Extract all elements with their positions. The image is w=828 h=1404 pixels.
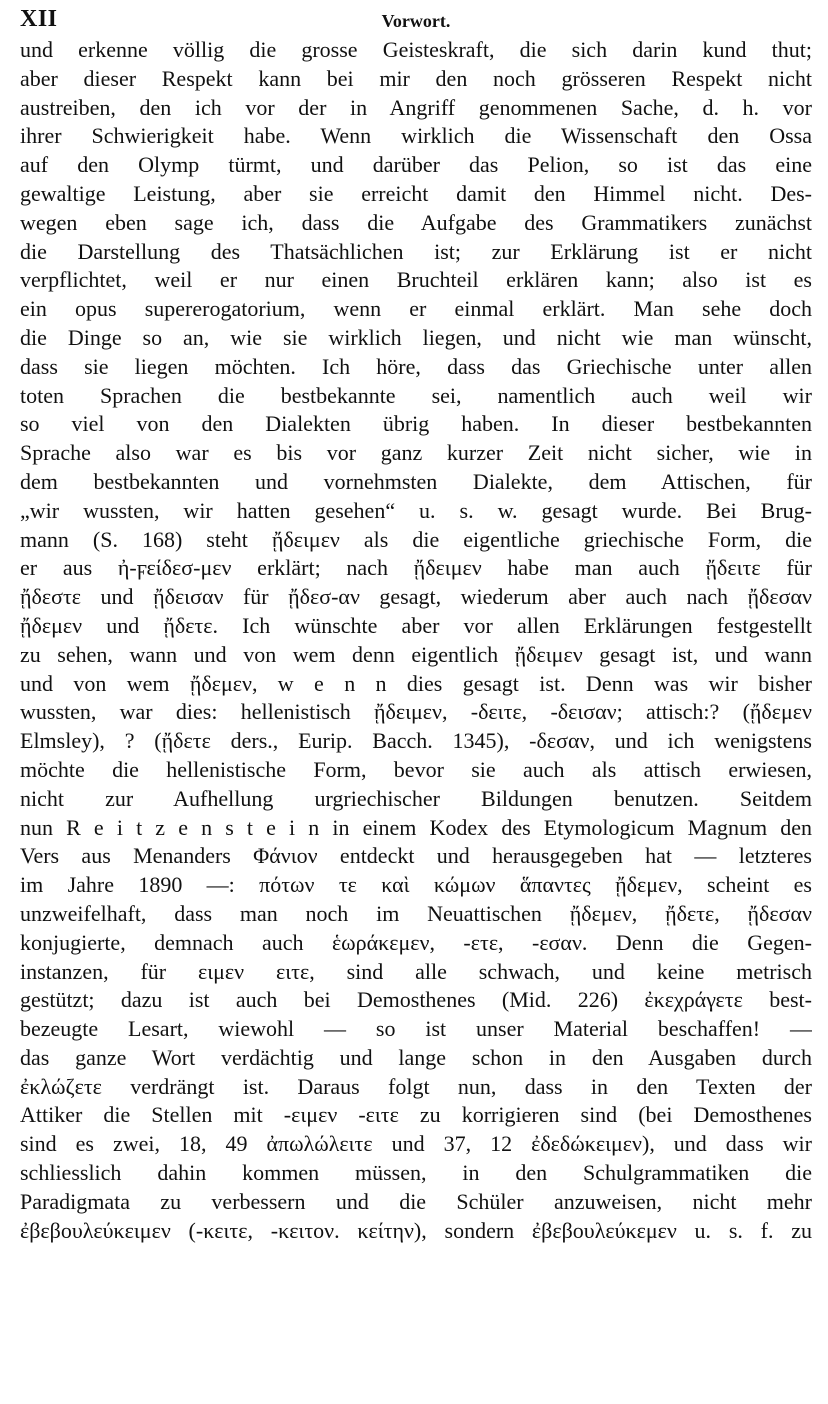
text-line: Elmsley), ? (ᾔδετε ders., Eurip. Bacch. 1345), -δεσαν, und ich wenigstens [20, 728, 812, 754]
text-line: zu sehen, wann und von wem denn eigentlich ᾔδειμεν gesagt ist, und wann [20, 641, 812, 667]
text-line: unzweifelhaft, dass man noch im Neuattischen ᾔδεμεν, ᾔδετε, ᾔδεσαν [20, 900, 812, 926]
page-number: XII [20, 6, 58, 32]
text-line: Sprache also war es bis vor ganz kurzer Zeit nicht sicher, wie in [20, 440, 812, 466]
text-line: gewaltige Leistung, aber sie erreicht damit den Himmel nicht. Des- [20, 180, 812, 206]
text-line: die Dinge so an, wie sie wirklich liegen, und nicht wie man wünscht, [20, 324, 812, 350]
text-line: das ganze Wort verdächtig und lange schon in den Ausgaben durch [20, 1044, 812, 1070]
text-line: möchte die hellenistische Form, bevor sie auch als attisch erwiesen, [20, 756, 812, 782]
text-line: ᾔδεμεν und ᾔδετε. Ich wünschte aber vor allen Erklärungen festgestellt [20, 612, 812, 638]
text-line: nicht zur Aufhellung urgriechischer Bildungen benutzen. Seitdem [20, 785, 812, 811]
running-head: Vorwort. [381, 11, 451, 31]
text-line: Vers aus Menanders Φάνιον entdeckt und herausgegeben hat — letzteres [20, 843, 812, 869]
text-line: wegen eben sage ich, dass die Aufgabe des Grammatikers zunächst [20, 209, 812, 235]
text-line: mann (S. 168) steht ᾔδειμεν als die eigentliche griechische Form, die [20, 526, 812, 552]
text-line: auf den Olymp türmt, und darüber das Pelion, so ist das eine [20, 152, 812, 178]
text-line: bezeugte Lesart, wiewohl — so ist unser Material beschaffen! — [20, 1016, 812, 1042]
text-line: die Darstellung des Thatsächlichen ist; zur Erklärung ist er nicht [20, 238, 812, 264]
text-line: dem bestbekannten und vornehmsten Dialekte, dem Attischen, für [20, 468, 812, 494]
text-line: sind es zwei, 18, 49 ἀπωλώλειτε und 37, 12 ἐδεδώκειμεν), und dass wir [20, 1131, 812, 1157]
body-text [20, 36, 812, 1245]
text-line: instanzen, für ειμεν ειτε, sind alle schwach, und keine metrisch [20, 958, 812, 984]
text-line: Attiker die Stellen mit -ειμεν -ειτε zu korrigieren sind (bei Demosthenes [20, 1102, 812, 1128]
page-header [20, 6, 812, 36]
text-line: er aus ἠ-ϝείδεσ-μεν erklärt; nach ᾔδειμεν habe man auch ᾔδειτε für [20, 555, 812, 581]
text-line: ein opus supererogatorium, wenn er einmal erklärt. Man sehe doch [20, 296, 812, 322]
text-line: ἐκλώζετε verdrängt ist. Daraus folgt nun, dass in den Texten der [20, 1073, 812, 1099]
text-line: ᾔδεστε und ᾔδεισαν für ᾔδεσ-αν gesagt, wiederum aber auch nach ᾔδεσαν [20, 584, 812, 610]
text-line: Paradigmata zu verbessern und die Schüler anzuweisen, nicht mehr [20, 1188, 812, 1214]
text-line: nun R e i t z e n s t e i n in einem Kodex des Etymologicum Magnum den [20, 814, 812, 840]
text-line: und von wem ᾔδεμεν, w e n n dies gesagt ist. Denn was wir bisher [20, 670, 812, 696]
text-line: „wir wussten, wir hatten gesehen“ u. s. w. gesagt wurde. Bei Brug- [20, 497, 812, 523]
text-line: dass sie liegen möchten. Ich höre, dass das Griechische unter allen [20, 353, 812, 379]
text-line: schliesslich dahin kommen müssen, in den Schulgrammatiken die [20, 1160, 812, 1186]
text-line: gestützt; dazu ist auch bei Demosthenes (Mid. 226) ἐκεχράγετε best- [20, 987, 812, 1013]
text-line: konjugierte, demnach auch ἑωράκεμεν, -ετε, -εσαν. Denn die Gegen- [20, 929, 812, 955]
text-line: aber dieser Respekt kann bei mir den noch grösseren Respekt nicht [20, 65, 812, 91]
text-line: ἐβεβουλεύκειμεν (-κειτε, -κειτον. κείτην), sondern ἐβεβουλεύκεμεν u. s. f. zu [20, 1217, 812, 1243]
text-line: wussten, war dies: hellenistisch ᾔδειμεν, -δειτε, -δεισαν; attisch:? (ᾔδεμεν [20, 699, 812, 725]
text-line: verpflichtet, weil er nur einen Bruchteil erklären kann; also ist es [20, 267, 812, 293]
text-line: toten Sprachen die bestbekannte sei, namentlich auch weil wir [20, 382, 812, 408]
text-line: austreiben, den ich vor der in Angriff genommenen Sache, d. h. vor [20, 94, 812, 120]
text-line: und erkenne völlig die grosse Geisteskraft, die sich darin kund thut; [20, 37, 812, 62]
text-line: so viel von den Dialekten übrig haben. In dieser bestbekannten [20, 411, 812, 437]
text-line: ihrer Schwierigkeit habe. Wenn wirklich die Wissenschaft den Ossa [20, 123, 812, 149]
text-line: im Jahre 1890 —: πότων τε καὶ κώμων ἅπαντες ᾔδεμεν, scheint es [20, 872, 812, 898]
